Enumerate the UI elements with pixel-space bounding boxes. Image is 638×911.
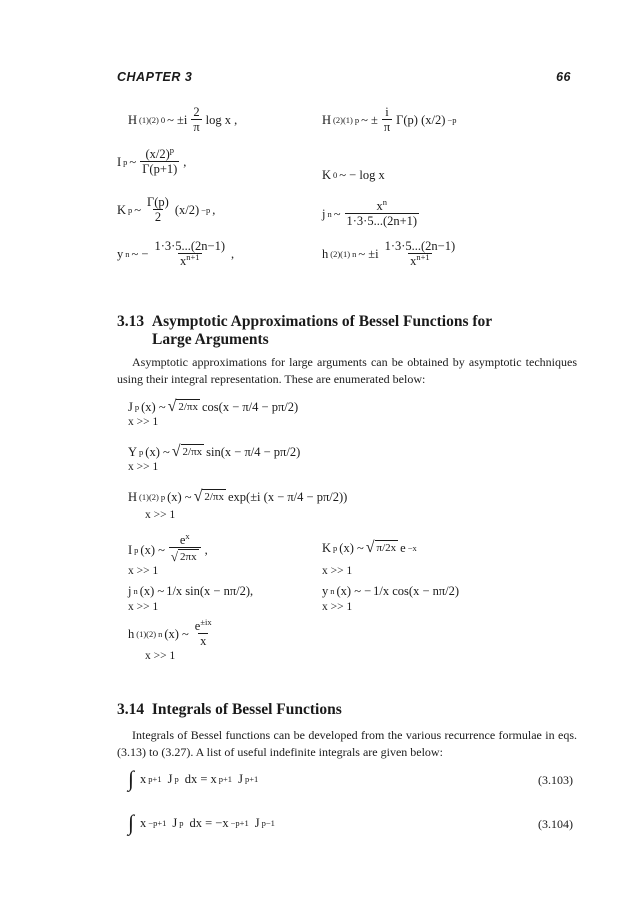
formula-hp-large: H (1)(2) p (x) ~ √ 2/πx exp(±i (x − π/4 − pπ/2)) (128, 488, 348, 505)
condition-jp: x >> 1 (128, 416, 159, 428)
section-title: Integrals of Bessel Functions (151, 701, 342, 718)
formula-jp-large: J p (x) ~ √ 2/πx cos(x − π/4 − pπ/2) (128, 398, 299, 415)
condition-jn: x >> 1 (128, 601, 159, 613)
condition-ip: x >> 1 (128, 565, 159, 577)
condition-hp: x >> 1 (145, 509, 176, 521)
formula-hn-small: h (2)(1) n ~ ±i $\frac{1\cdot 3\cdot 5...(2n-1)}{x^{n+1}}$ (322, 239, 456, 268)
section-3-14-body: Integrals of Bessel functions can be developed from the various recurrence formulae in eqs. (3.13) to (3.27). A list of useful indefinite integrals are given below: (117, 728, 577, 759)
chapter-heading: CHAPTER 3 (117, 70, 193, 84)
formula-ip-large: I p (x) ~ $e^x$ √ 2πx , (128, 530, 208, 564)
condition-hn: x >> 1 (145, 650, 176, 662)
formula-jn-large: j n (x) ~ 1/x sin(x − nπ/2), (128, 584, 254, 598)
formula-yn-small: y n ~ − $\frac{1\cdot 3\cdot 5...(2n-1)}{x^{n+1}}$ , (117, 239, 235, 268)
section-3-14-heading (117, 701, 342, 719)
formula-k0-small: K 0 ~ − log x (322, 168, 385, 182)
equation-3-103: ∫ x p+1 J p dx = x p+1 J p+1 (128, 766, 259, 791)
formula-yp-large: Y p (x) ~ √ 2/πx sin(x − π/4 − pπ/2) (128, 443, 301, 460)
equation-3-104: ∫ x −p+1 J p dx = −x −p+1 J p−1 (128, 810, 275, 835)
formula-jn-small: j n ~ $\frac{x^n}{1\cdot 3\cdot 5...(2n+1)}$ (322, 196, 418, 228)
formula-kp-small: K p ~ $\frac{\Gamma(p)}{2}$ (x/2) −p , (117, 195, 216, 224)
formula-yn-large: y n (x) ~ − 1/x cos(x − nπ/2) (322, 584, 460, 598)
formula-kp-large: K p (x) ~ √ π/2x e −x (322, 539, 417, 556)
section-number: 3.14 (117, 701, 145, 718)
equation-number-3-104: (3.104) (538, 817, 573, 831)
condition-kp: x >> 1 (322, 565, 353, 577)
page-number: 66 (556, 70, 571, 84)
section-3-13-body: Asymptotic approximations for large arguments can be obtained by asymptotic techniques using their integral representation. These are enumerated below: (117, 355, 577, 386)
formula-hp-small: H (2)(1) p ~ ± $\frac{i}{\pi}$ Γ(p) (x/2) −p (322, 105, 457, 134)
section-3-13-heading (117, 313, 492, 331)
equation-number-3-103: (3.103) (538, 773, 573, 787)
formula-h0-small: H (1)(2) 0 ~ ±i $\frac{2}{\pi}$ log x , (128, 105, 238, 134)
formula-ip-small: I p ~ $\frac{(x/2)^p}{\Gamma(p+1)}$ , (117, 144, 187, 176)
condition-yp: x >> 1 (128, 461, 159, 473)
section-title-line1: Asymptotic Approximations of Bessel Functions for (151, 313, 493, 330)
formula-hn-large: h (1)(2) n (x) ~ $\frac{e^{\pm ix}}{x}$ (128, 616, 212, 648)
section-number: 3.13 (117, 313, 145, 330)
section-title-line2: Large Arguments (152, 331, 269, 348)
condition-yn: x >> 1 (322, 601, 353, 613)
